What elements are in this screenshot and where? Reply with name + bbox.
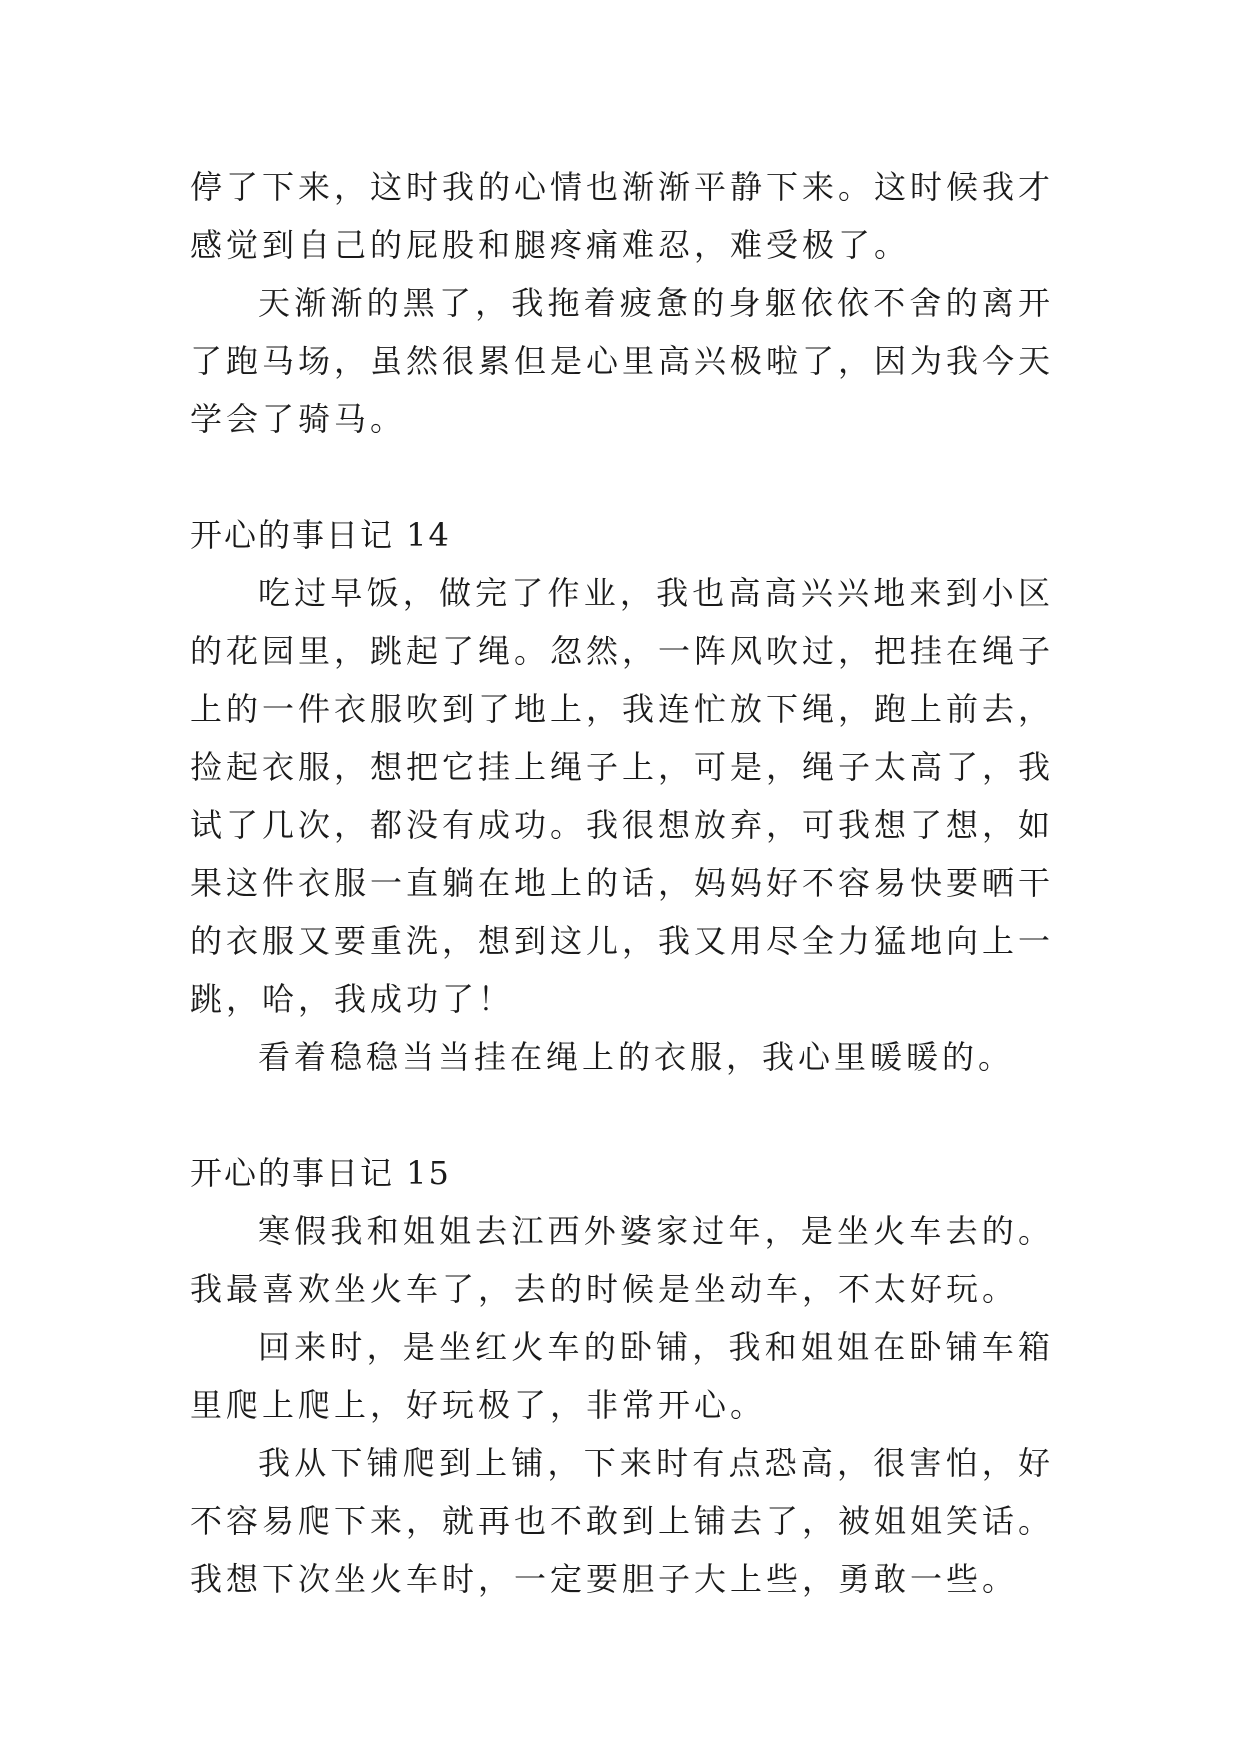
paragraph: 吃过早饭，做完了作业，我也高高兴兴地来到小区的花园里，跳起了绳。忽然，一阵风吹过，把挂在绳子上的一件衣服吹到了地上，我连忙放下绳，跑上前去，捡起衣服，想把它挂上绳子上，可是，绳子太高了，我试了几次，都没有成功。我很想放弃，可我想了想，如果这件衣服一直躺在地上的话，妈妈好不容易快要晒干的衣服又要重洗，想到这儿，我又用尽全力猛地向上一跳，哈，我成功了！ bbox=[190, 574, 1055, 1018]
section-spacer bbox=[190, 448, 1054, 506]
paragraph: 回来时，是坐红火车的卧铺，我和姐姐在卧铺车箱里爬上爬上，好玩极了，非常开心。 bbox=[190, 1328, 1054, 1424]
paragraph: 天渐渐的黑了，我拖着疲惫的身躯依依不舍的离开了跑马场，虽然很累但是心里高兴极啦了，因为我今天学会了骑马。 bbox=[190, 284, 1055, 438]
section-diary-15 bbox=[190, 1144, 1054, 1608]
section-spacer bbox=[190, 1086, 1054, 1144]
section-heading: 开心的事日记 14 bbox=[190, 516, 451, 554]
paragraph: 寒假我和姐姐去江西外婆家过年，是坐火车去的。我最喜欢坐火车了，去的时候是坐动车，不太好玩。 bbox=[190, 1212, 1054, 1308]
section-heading: 开心的事日记 15 bbox=[190, 1154, 451, 1192]
document-body bbox=[190, 158, 1054, 1608]
paragraph: 停了下来，这时我的心情也渐渐平静下来。这时候我才感觉到自己的屁股和腿疼痛难忍，难受极了。 bbox=[190, 168, 1055, 264]
paragraph: 看着稳稳当当挂在绳上的衣服，我心里暖暖的。 bbox=[258, 1038, 1015, 1076]
section-continued bbox=[190, 158, 1054, 448]
section-diary-14 bbox=[190, 506, 1054, 1086]
paragraph: 我从下铺爬到上铺，下来时有点恐高，很害怕，好不容易爬下来，就再也不敢到上铺去了，被姐姐笑话。我想下次坐火车时，一定要胆子大上些，勇敢一些。 bbox=[190, 1444, 1055, 1598]
